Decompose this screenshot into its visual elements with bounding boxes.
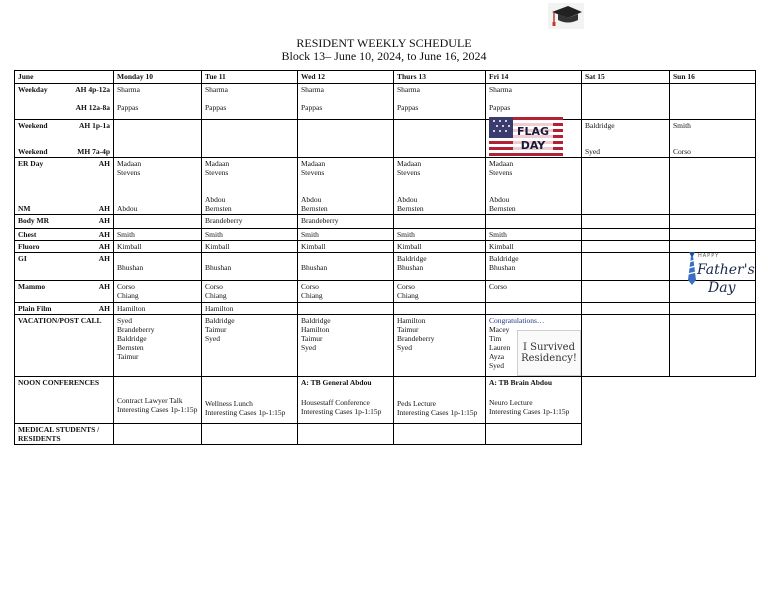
cell-name: Bernsten (301, 204, 328, 213)
weekend-title-1: Weekend (18, 121, 48, 130)
col-header-fri: Fri 14 (486, 71, 582, 84)
cell-name: Sharma (301, 85, 324, 94)
col-header-tue: Tue 11 (202, 71, 298, 84)
survived-residency-badge: I Survived Residency! (517, 330, 581, 376)
cell-name: Abdou (489, 195, 510, 204)
cell-text: Interesting Cases 1p-1:15p (301, 407, 382, 416)
body-mr-code: AH (98, 216, 110, 225)
cell-name: Baldridge (489, 254, 519, 263)
fluoro-code: AH (98, 242, 110, 251)
cell-name: Chiang (397, 291, 419, 300)
cell-name: Madaan (489, 159, 514, 168)
page-title: RESIDENT WEEKLY SCHEDULE (296, 36, 472, 50)
weekday-tue (202, 84, 298, 120)
cell-name: Chiang (117, 291, 139, 300)
cell-name: Taimur (205, 325, 227, 334)
cell-name: Pappas (397, 103, 419, 112)
vacation-label: VACATION/POST CALL (15, 315, 114, 377)
fathers-day-text: Day (708, 280, 736, 296)
chest-code: AH (98, 230, 110, 239)
gi-label (15, 253, 114, 281)
col-header-thu: Thurs 13 (394, 71, 486, 84)
plain-film-label (15, 303, 114, 315)
cell-text: Neuro Lecture (489, 398, 533, 407)
gi-wed (298, 253, 394, 281)
nm-code: AH (98, 204, 110, 213)
weekday-mon (114, 84, 202, 120)
cell-name: Bhushan (489, 263, 516, 272)
cell-name: Pappas (489, 103, 511, 112)
plain-film-row (15, 303, 756, 315)
cell-name: Taimur (301, 334, 323, 343)
cell-name: Baldridge (117, 334, 147, 343)
noon-fri (486, 377, 582, 424)
cell-name: Baldridge (301, 316, 331, 325)
cell-name: Stevens (301, 168, 325, 177)
fluoro-label (15, 241, 114, 253)
er-code: AH (98, 159, 110, 168)
chest-wed: Smith (298, 229, 394, 241)
mammo-thu (394, 281, 486, 303)
cell-name: Hamilton (397, 316, 426, 325)
weekend-code-1: AH 1p-1a (78, 121, 110, 130)
cell-name: Bhushan (117, 263, 144, 272)
er-label (15, 158, 114, 215)
col-header-mon: Monday 10 (114, 71, 202, 84)
congratulations-text: Congratulations… (489, 316, 545, 325)
cell-name: Abdou (397, 195, 418, 204)
flag-day-line1: FLAG (516, 125, 550, 138)
cell-name: Ayza (489, 352, 505, 361)
cell-name: Abdou (301, 195, 322, 204)
cell-name: Brandeberry (117, 325, 155, 334)
weekend-title-2: Weekend (18, 147, 48, 156)
cell-text: Interesting Cases 1p-1:15p (489, 407, 570, 416)
fluoro-row (15, 241, 756, 253)
cell-text: Contract Lawyer Talk (117, 396, 183, 405)
cell-name: Bhushan (205, 263, 232, 272)
gi-thu (394, 253, 486, 281)
flag-day-image (489, 117, 563, 157)
er-thu (394, 158, 486, 215)
cell-name: Corso (397, 282, 415, 291)
col-header-sun: Sun 16 (670, 71, 756, 84)
cell-name: Stevens (205, 168, 229, 177)
noon-row (15, 377, 756, 424)
students-label: MEDICAL STUDENTS / RESIDENTS (15, 424, 114, 445)
body-mr-wed: Brandeberry (298, 215, 394, 229)
cell-name: Abdou (205, 195, 226, 204)
mammo-label (15, 281, 114, 303)
cell-text: Wellness Lunch (205, 399, 253, 408)
cell-name: Bernsten (397, 204, 424, 213)
plain-film-title: Plain Film (18, 304, 52, 313)
cell-name: Sharma (205, 85, 228, 94)
cell-name: Syed (585, 147, 600, 156)
er-row (15, 158, 756, 215)
cell-name: Syed (301, 343, 316, 352)
cell-name: Pappas (301, 103, 323, 112)
gi-mon (114, 253, 202, 281)
vacation-wed (298, 315, 394, 377)
fathers-day-image (676, 250, 756, 300)
col-header-june: June (15, 71, 114, 84)
fluoro-fri: Kimball (486, 241, 582, 253)
plain-film-code: AH (98, 304, 110, 313)
cell-name: Smith (673, 121, 691, 130)
cell-text: Peds Lecture (397, 399, 436, 408)
cell-text: Housestaff Conference (301, 398, 370, 407)
cell-name: Sharma (489, 85, 512, 94)
cell-name: Bernsten (489, 204, 516, 213)
cell-name: Bhushan (301, 263, 328, 272)
chest-title: Chest (18, 230, 37, 239)
cell-text: Interesting Cases 1p-1:15p (205, 408, 286, 417)
cell-name: Madaan (397, 159, 422, 168)
weekend-row (15, 120, 756, 158)
vacation-thu (394, 315, 486, 377)
cell-name: Abdou (117, 204, 138, 213)
mammo-wed (298, 281, 394, 303)
fluoro-mon: Kimball (114, 241, 202, 253)
body-mr-label (15, 215, 114, 229)
cell-name: Brandeberry (397, 334, 435, 343)
vacation-row (15, 315, 756, 377)
col-header-sat: Sat 15 (582, 71, 670, 84)
weekday-title: Weekday (18, 85, 48, 94)
weekday-code-1: AH 4p-12a (75, 85, 110, 94)
vacation-mon (114, 315, 202, 377)
gi-title: GI (18, 254, 27, 263)
cell-heading: A: TB General Abdou (301, 378, 372, 387)
er-tue (202, 158, 298, 215)
cell-name: Pappas (117, 103, 139, 112)
plain-film-tue: Hamilton (202, 303, 298, 315)
flag-day-line2: DAY (520, 139, 546, 152)
noon-wed (298, 377, 394, 424)
plain-film-mon: Hamilton (114, 303, 202, 315)
mammo-mon (114, 281, 202, 303)
weekday-row (15, 84, 756, 120)
cell-name: Corso (673, 147, 691, 156)
cell-name: Syed (489, 361, 504, 370)
cell-name: Bhushan (397, 263, 424, 272)
cell-name: Baldridge (397, 254, 427, 263)
noon-label: NOON CONFERENCES (15, 377, 114, 424)
body-mr-title: Body MR (18, 216, 50, 225)
fathers-happy-text: HAPPY (698, 253, 720, 259)
col-header-wed: Wed 12 (298, 71, 394, 84)
cell-name: Corso (205, 282, 223, 291)
cell-heading: A: TB Brain Abdou (489, 378, 553, 387)
er-title: ER Day (18, 159, 44, 168)
nm-title: NM (18, 204, 31, 213)
cell-name: Stevens (117, 168, 141, 177)
chest-label (15, 229, 114, 241)
chest-thu: Smith (394, 229, 486, 241)
mammo-title: Mammo (18, 282, 46, 291)
cell-name: Chiang (205, 291, 227, 300)
cell-name: Syed (205, 334, 220, 343)
fathers-word-text: Father's (697, 262, 755, 278)
gi-code: AH (98, 254, 110, 263)
mammo-code: AH (98, 282, 110, 291)
weekday-code-2: AH 12a-8a (75, 103, 110, 112)
cell-name: Stevens (489, 168, 513, 177)
cell-name: Corso (301, 282, 319, 291)
weekend-sat (582, 120, 670, 158)
body-mr-tue: Brandeberry (202, 215, 298, 229)
weekday-wed (298, 84, 394, 120)
cell-name: Sharma (397, 85, 420, 94)
noon-thu (394, 377, 486, 424)
fluoro-thu: Kimball (394, 241, 486, 253)
er-wed (298, 158, 394, 215)
weekend-sun (670, 120, 756, 158)
cell-name: Taimur (117, 352, 139, 361)
weekend-label (15, 120, 114, 158)
cell-name: Lauren (489, 343, 511, 352)
noon-tue (202, 377, 298, 424)
er-fri (486, 158, 582, 215)
cell-name: Hamilton (301, 325, 330, 334)
cell-name: Madaan (205, 159, 230, 168)
noon-mon (114, 377, 202, 424)
students-row (15, 424, 756, 445)
cell-name: Macey (489, 325, 510, 334)
cell-name: Baldridge (205, 316, 235, 325)
chest-mon: Smith (114, 229, 202, 241)
necktie-icon (688, 252, 696, 285)
schedule-table (14, 70, 756, 445)
gi-row (15, 253, 756, 281)
cell-name: Taimur (397, 325, 419, 334)
er-mon (114, 158, 202, 215)
cell-name: Pappas (205, 103, 227, 112)
weekend-code-2: MH 7a-4p (77, 147, 110, 156)
gi-tue (202, 253, 298, 281)
gi-fri (486, 253, 582, 281)
cell-name: Baldridge (585, 121, 615, 130)
graduation-cap-icon (548, 3, 584, 29)
mammo-row (15, 281, 756, 303)
mammo-tue (202, 281, 298, 303)
cell-name: Tim (489, 334, 502, 343)
fluoro-wed: Kimball (298, 241, 394, 253)
cell-text: Interesting Cases 1p-1:15p (397, 408, 478, 417)
weekday-label (15, 84, 114, 120)
page-subtitle: Block 13– June 10, 2024, to June 16, 2024 (281, 49, 487, 63)
cell-name: Corso (489, 282, 507, 291)
cell-name: Bernsten (205, 204, 232, 213)
chest-tue: Smith (202, 229, 298, 241)
fluoro-tue: Kimball (202, 241, 298, 253)
cell-text: Interesting Cases 1p-1:15p (117, 405, 198, 414)
weekday-fri (486, 84, 582, 120)
cell-name: Madaan (301, 159, 326, 168)
cell-name: Corso (117, 282, 135, 291)
weekday-sun (670, 84, 756, 120)
cell-name: Bernsten (117, 343, 144, 352)
weekday-thu (394, 84, 486, 120)
cell-name: Syed (397, 343, 412, 352)
body-mr-row (15, 215, 756, 229)
fluoro-title: Fluoro (18, 242, 40, 251)
cell-name: Syed (117, 316, 132, 325)
weekday-sat (582, 84, 670, 120)
mammo-fri (486, 281, 582, 303)
chest-fri: Smith (486, 229, 582, 241)
header-row (15, 71, 756, 84)
cell-name: Chiang (301, 291, 323, 300)
chest-row (15, 229, 756, 241)
cell-name: Madaan (117, 159, 142, 168)
cell-name: Sharma (117, 85, 140, 94)
vacation-tue (202, 315, 298, 377)
cell-name: Stevens (397, 168, 421, 177)
